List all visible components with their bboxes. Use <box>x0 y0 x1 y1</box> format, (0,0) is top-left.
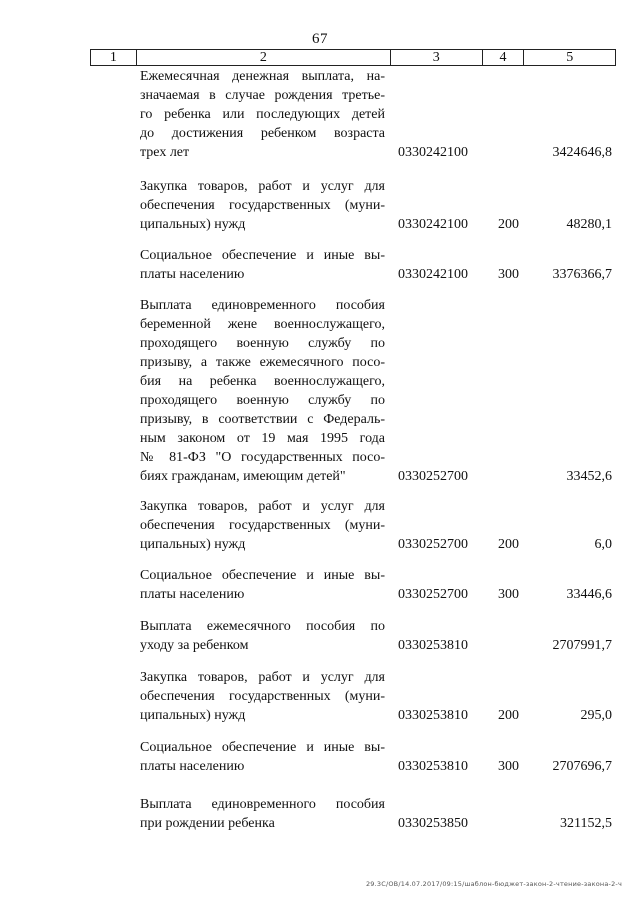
row-code: 0330252700 <box>398 469 468 484</box>
row-code: 0330252700 <box>398 587 468 602</box>
header-cell-3: 3 <box>390 50 482 65</box>
header-cell-4: 4 <box>482 50 524 65</box>
page-number: 67 <box>312 31 328 47</box>
table-header <box>90 49 616 66</box>
row-amount: 3424646,8 <box>552 145 612 160</box>
header-cell-5: 5 <box>523 50 615 65</box>
row-expense-type: 300 <box>498 587 519 602</box>
table-row <box>140 617 612 655</box>
row-expense-type: 300 <box>498 267 519 282</box>
row-description: Ежемесячная денежная выплата, на- значаемая в случае рождения третье- го ребенка или последующих детей до достижения ребенком возраста трех лет <box>140 69 385 160</box>
row-expense-type: 300 <box>498 759 519 774</box>
row-description: Выплата единовременного пособия беременной жене военнослужащего, проходящего военную службу по призыву, а также ежемесячного посо- бия на ребенка военнослужащего, проходящего военную службу по призыву, в соответствии с Федераль- ным законом от 19 мая 1995 года № 81-ФЗ "О государственных посо- биях гражданам, имеющим детей" <box>140 298 385 484</box>
row-amount: 2707991,7 <box>552 638 612 653</box>
row-amount: 33452,6 <box>566 469 612 484</box>
table-row <box>140 497 612 554</box>
header-cell-2: 2 <box>136 50 390 65</box>
header-cell-1: 1 <box>109 49 117 65</box>
table-row <box>140 795 612 833</box>
row-expense-type: 200 <box>498 217 519 232</box>
row-description: Закупка товаров, работ и услуг для обеспечения государственных (муни- ципальных) нужд <box>140 670 385 723</box>
table-row <box>140 67 612 162</box>
row-description: Закупка товаров, работ и услуг для обеспечения государственных (муни- ципальных) нужд <box>140 499 385 552</box>
table-row <box>140 668 612 725</box>
row-description: Закупка товаров, работ и услуг для обеспечения государственных (муни- ципальных) нужд <box>140 179 385 232</box>
table-row <box>140 566 612 604</box>
row-code: 0330253850 <box>398 816 468 831</box>
row-code: 0330253810 <box>398 638 468 653</box>
row-amount: 2707696,7 <box>552 759 612 774</box>
table-row <box>140 246 612 284</box>
row-code: 0330253810 <box>398 759 468 774</box>
row-code: 0330253810 <box>398 708 468 723</box>
row-amount: 33446,6 <box>566 587 612 602</box>
row-description: Выплата ежемесячного пособия по уходу за ребенком <box>140 619 385 653</box>
row-code: 0330242100 <box>398 217 468 232</box>
row-amount: 3376366,7 <box>552 267 612 282</box>
row-code: 0330252700 <box>398 537 468 552</box>
row-description: Социальное обеспечение и иные вы- платы населению <box>140 248 385 282</box>
row-expense-type: 200 <box>498 708 519 723</box>
row-expense-type: 200 <box>498 537 519 552</box>
row-description: Социальное обеспечение и иные вы- платы населению <box>140 568 385 602</box>
row-amount: 295,0 <box>580 708 612 723</box>
row-code: 0330242100 <box>398 267 468 282</box>
table-row <box>140 177 612 234</box>
row-amount: 6,0 <box>594 537 612 552</box>
row-amount: 48280,1 <box>566 217 612 232</box>
document-footer-id: 29.3С/ОВ/14.07.2017/09:15/шаблон-бюджет-закон-2-чтение-закона-2-ч <box>365 880 622 888</box>
table-row <box>140 738 612 776</box>
table-row <box>140 296 612 486</box>
row-description: Социальное обеспечение и иные вы- платы населению <box>140 740 385 774</box>
row-amount: 321152,5 <box>560 816 612 831</box>
row-code: 0330242100 <box>398 145 468 160</box>
row-description: Выплата единовременного пособия при рождении ребенка <box>140 797 385 831</box>
